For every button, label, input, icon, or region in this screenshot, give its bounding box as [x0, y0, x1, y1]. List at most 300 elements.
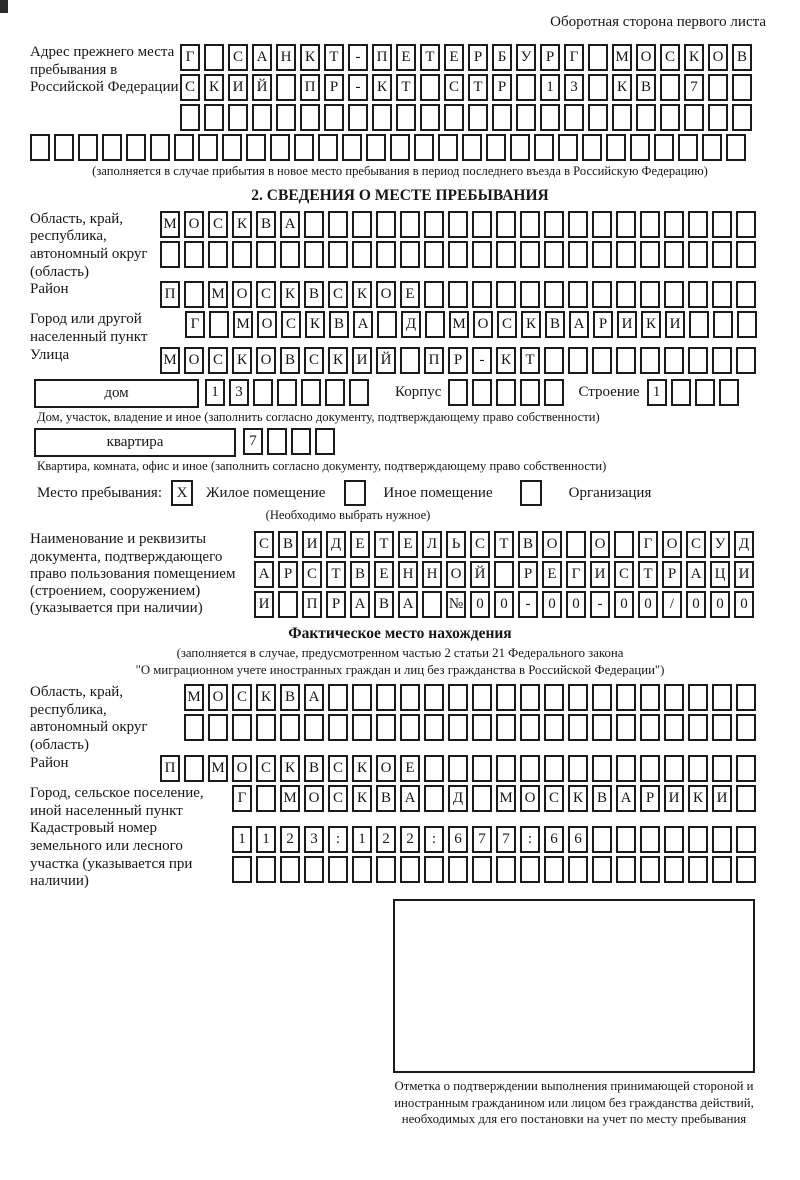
char-box[interactable]: В [545, 311, 565, 338]
char-box[interactable]: Д [326, 531, 346, 558]
char-box[interactable]: Р [593, 311, 613, 338]
char-box[interactable] [472, 241, 492, 268]
char-box[interactable] [494, 561, 514, 588]
char-box[interactable] [713, 311, 733, 338]
char-box[interactable] [377, 311, 397, 338]
char-box[interactable] [448, 281, 468, 308]
char-box[interactable] [448, 684, 468, 711]
char-box[interactable]: 7 [472, 826, 492, 853]
char-box[interactable] [592, 281, 612, 308]
char-box[interactable] [606, 134, 626, 161]
char-box[interactable]: М [612, 44, 632, 71]
char-box[interactable]: К [568, 785, 588, 812]
char-box[interactable] [204, 104, 224, 131]
char-box[interactable] [376, 684, 396, 711]
char-box[interactable]: П [424, 347, 444, 374]
char-box[interactable]: Р [278, 561, 298, 588]
char-box[interactable] [342, 134, 362, 161]
char-box[interactable] [640, 714, 660, 741]
char-box[interactable]: Д [401, 311, 421, 338]
char-box[interactable]: С [180, 74, 200, 101]
char-box[interactable]: : [424, 826, 444, 853]
char-box[interactable]: 7 [684, 74, 704, 101]
char-box[interactable] [736, 684, 756, 711]
char-box[interactable] [582, 134, 602, 161]
char-box[interactable] [400, 714, 420, 741]
char-box[interactable] [294, 134, 314, 161]
char-box[interactable]: Г [232, 785, 252, 812]
char-box[interactable]: У [710, 531, 730, 558]
char-box[interactable]: Р [326, 591, 346, 618]
char-box[interactable]: Г [185, 311, 205, 338]
char-box[interactable]: С [328, 785, 348, 812]
char-box[interactable] [664, 211, 684, 238]
char-box[interactable] [712, 856, 732, 883]
char-box[interactable] [396, 104, 416, 131]
char-box[interactable]: П [372, 44, 392, 71]
char-box[interactable] [352, 856, 372, 883]
char-box[interactable] [664, 856, 684, 883]
char-box[interactable]: И [590, 561, 610, 588]
char-box[interactable] [520, 714, 540, 741]
char-box[interactable]: Е [400, 281, 420, 308]
char-box[interactable] [516, 104, 536, 131]
char-box[interactable] [496, 379, 516, 406]
char-box[interactable] [616, 684, 636, 711]
char-box[interactable]: И [665, 311, 685, 338]
char-box[interactable] [616, 714, 636, 741]
char-box[interactable]: Т [520, 347, 540, 374]
char-box[interactable] [592, 714, 612, 741]
char-box[interactable]: М [208, 755, 228, 782]
char-box[interactable] [616, 281, 636, 308]
char-box[interactable]: 1 [647, 379, 667, 406]
char-box[interactable] [664, 241, 684, 268]
char-box[interactable] [719, 379, 739, 406]
char-box[interactable]: К [305, 311, 325, 338]
char-box[interactable]: Б [492, 44, 512, 71]
char-box[interactable] [568, 281, 588, 308]
char-box[interactable] [566, 531, 586, 558]
char-box[interactable]: Р [324, 74, 344, 101]
char-box[interactable]: С [328, 755, 348, 782]
char-box[interactable]: А [280, 211, 300, 238]
char-box[interactable] [688, 347, 708, 374]
char-box[interactable] [256, 785, 276, 812]
char-box[interactable] [496, 755, 516, 782]
char-box[interactable]: - [590, 591, 610, 618]
char-box[interactable] [376, 714, 396, 741]
char-box[interactable] [424, 714, 444, 741]
char-box[interactable]: / [662, 591, 682, 618]
char-box[interactable]: В [376, 785, 396, 812]
char-box[interactable] [267, 428, 287, 455]
char-box[interactable]: С [281, 311, 301, 338]
char-box[interactable] [256, 856, 276, 883]
char-box[interactable] [390, 134, 410, 161]
char-box[interactable]: А [400, 785, 420, 812]
char-box[interactable]: - [348, 74, 368, 101]
char-box[interactable]: 2 [376, 826, 396, 853]
char-box[interactable] [695, 379, 715, 406]
char-box[interactable]: : [328, 826, 348, 853]
char-box[interactable]: К [521, 311, 541, 338]
char-box[interactable] [376, 211, 396, 238]
char-box[interactable] [325, 379, 345, 406]
char-box[interactable] [424, 241, 444, 268]
char-box[interactable] [232, 714, 252, 741]
char-box[interactable] [534, 134, 554, 161]
char-box[interactable] [315, 428, 335, 455]
char-box[interactable] [568, 347, 588, 374]
char-box[interactable] [160, 241, 180, 268]
char-box[interactable]: 3 [564, 74, 584, 101]
char-box[interactable] [304, 714, 324, 741]
char-box[interactable] [660, 104, 680, 131]
char-box[interactable] [352, 684, 372, 711]
char-box[interactable] [448, 241, 468, 268]
char-box[interactable]: Е [398, 531, 418, 558]
char-box[interactable] [472, 785, 492, 812]
char-box[interactable] [592, 347, 612, 374]
char-box[interactable] [564, 104, 584, 131]
char-box[interactable]: О [590, 531, 610, 558]
char-box[interactable]: Е [400, 755, 420, 782]
char-box[interactable]: Г [566, 561, 586, 588]
char-box[interactable]: М [208, 281, 228, 308]
char-box[interactable] [736, 347, 756, 374]
char-box[interactable]: Й [470, 561, 490, 588]
char-box[interactable] [278, 591, 298, 618]
char-box[interactable]: М [449, 311, 469, 338]
char-box[interactable]: 2 [400, 826, 420, 853]
char-box[interactable]: Р [540, 44, 560, 71]
char-box[interactable] [712, 755, 732, 782]
char-box[interactable]: В [518, 531, 538, 558]
char-box[interactable] [349, 379, 369, 406]
char-box[interactable] [544, 714, 564, 741]
char-box[interactable]: М [233, 311, 253, 338]
char-box[interactable] [472, 684, 492, 711]
char-box[interactable] [640, 684, 660, 711]
char-box[interactable]: Е [374, 561, 394, 588]
char-box[interactable]: Т [420, 44, 440, 71]
char-box[interactable] [688, 755, 708, 782]
char-box[interactable] [520, 755, 540, 782]
char-box[interactable] [400, 241, 420, 268]
char-box[interactable] [102, 134, 122, 161]
char-box[interactable]: Р [448, 347, 468, 374]
char-box[interactable]: С [208, 347, 228, 374]
char-box[interactable] [472, 856, 492, 883]
char-box[interactable] [328, 856, 348, 883]
char-box[interactable]: 1 [256, 826, 276, 853]
char-box[interactable] [737, 311, 757, 338]
char-box[interactable]: О [232, 281, 252, 308]
char-box[interactable]: Т [468, 74, 488, 101]
char-box[interactable]: А [616, 785, 636, 812]
char-box[interactable] [256, 714, 276, 741]
char-box[interactable]: А [254, 561, 274, 588]
char-box[interactable]: Т [396, 74, 416, 101]
char-box[interactable] [726, 134, 746, 161]
char-box[interactable]: Р [662, 561, 682, 588]
char-box[interactable] [352, 714, 372, 741]
char-box[interactable] [732, 74, 752, 101]
char-box[interactable] [616, 856, 636, 883]
char-box[interactable]: Ь [446, 531, 466, 558]
char-box[interactable] [496, 856, 516, 883]
char-box[interactable] [472, 714, 492, 741]
char-box[interactable]: Г [638, 531, 658, 558]
char-box[interactable] [496, 684, 516, 711]
char-box[interactable] [472, 211, 492, 238]
char-box[interactable] [424, 785, 444, 812]
char-box[interactable] [520, 281, 540, 308]
char-box[interactable]: К [328, 347, 348, 374]
char-box[interactable]: В [304, 755, 324, 782]
char-box[interactable]: Р [640, 785, 660, 812]
char-box[interactable] [640, 856, 660, 883]
char-box[interactable]: С [614, 561, 634, 588]
char-box[interactable] [232, 856, 252, 883]
char-box[interactable] [425, 311, 445, 338]
char-box[interactable] [496, 714, 516, 741]
char-box[interactable]: О [662, 531, 682, 558]
char-box[interactable]: А [569, 311, 589, 338]
char-box[interactable] [712, 281, 732, 308]
char-box[interactable] [678, 134, 698, 161]
char-box[interactable] [736, 755, 756, 782]
char-box[interactable]: 0 [686, 591, 706, 618]
char-box[interactable]: Л [422, 531, 442, 558]
checkbox-inoe[interactable] [344, 480, 366, 506]
char-box[interactable] [588, 74, 608, 101]
char-box[interactable] [664, 347, 684, 374]
char-box[interactable] [712, 714, 732, 741]
char-box[interactable] [712, 211, 732, 238]
char-box[interactable] [592, 856, 612, 883]
char-box[interactable] [280, 856, 300, 883]
char-box[interactable] [640, 347, 660, 374]
char-box[interactable] [198, 134, 218, 161]
char-box[interactable] [328, 714, 348, 741]
char-box[interactable] [616, 347, 636, 374]
char-box[interactable] [444, 104, 464, 131]
char-box[interactable] [174, 134, 194, 161]
char-box[interactable]: В [280, 684, 300, 711]
char-box[interactable]: И [302, 531, 322, 558]
char-box[interactable]: : [520, 826, 540, 853]
char-box[interactable]: К [352, 785, 372, 812]
char-box[interactable] [708, 74, 728, 101]
char-box[interactable]: А [350, 591, 370, 618]
char-box[interactable] [616, 755, 636, 782]
char-box[interactable]: 3 [304, 826, 324, 853]
char-box[interactable]: О [256, 347, 276, 374]
char-box[interactable] [712, 826, 732, 853]
char-box[interactable] [448, 379, 468, 406]
char-box[interactable]: И [664, 785, 684, 812]
char-box[interactable] [640, 826, 660, 853]
char-box[interactable] [520, 241, 540, 268]
char-box[interactable]: В [329, 311, 349, 338]
char-box[interactable] [736, 281, 756, 308]
char-box[interactable] [664, 755, 684, 782]
char-box[interactable]: В [350, 561, 370, 588]
char-box[interactable]: С [304, 347, 324, 374]
char-box[interactable] [516, 74, 536, 101]
char-box[interactable] [184, 714, 204, 741]
char-box[interactable]: Т [638, 561, 658, 588]
char-box[interactable] [558, 134, 578, 161]
char-box[interactable]: Т [494, 531, 514, 558]
char-box[interactable] [209, 311, 229, 338]
char-box[interactable] [180, 104, 200, 131]
char-box[interactable]: 6 [448, 826, 468, 853]
char-box[interactable] [328, 684, 348, 711]
char-box[interactable]: Е [396, 44, 416, 71]
char-box[interactable]: № [446, 591, 466, 618]
char-box[interactable]: Н [398, 561, 418, 588]
char-box[interactable] [688, 714, 708, 741]
char-box[interactable]: У [516, 44, 536, 71]
char-box[interactable]: О [257, 311, 277, 338]
char-box[interactable]: И [228, 74, 248, 101]
char-box[interactable]: В [374, 591, 394, 618]
char-box[interactable] [614, 531, 634, 558]
char-box[interactable] [640, 755, 660, 782]
char-box[interactable] [280, 714, 300, 741]
char-box[interactable] [689, 311, 709, 338]
char-box[interactable] [671, 379, 691, 406]
char-box[interactable] [472, 755, 492, 782]
char-box[interactable]: О [376, 281, 396, 308]
char-box[interactable]: 1 [540, 74, 560, 101]
char-box[interactable]: К [300, 44, 320, 71]
char-box[interactable] [630, 134, 650, 161]
char-box[interactable] [684, 104, 704, 131]
char-box[interactable] [462, 134, 482, 161]
char-box[interactable]: А [686, 561, 706, 588]
char-box[interactable] [568, 755, 588, 782]
char-box[interactable]: О [184, 211, 204, 238]
char-box[interactable]: М [160, 347, 180, 374]
char-box[interactable] [520, 684, 540, 711]
char-box[interactable]: К [232, 347, 252, 374]
char-box[interactable] [424, 281, 444, 308]
char-box[interactable] [568, 211, 588, 238]
char-box[interactable] [376, 856, 396, 883]
char-box[interactable]: К [612, 74, 632, 101]
char-box[interactable] [712, 347, 732, 374]
char-box[interactable]: 1 [205, 379, 225, 406]
char-box[interactable] [712, 241, 732, 268]
char-box[interactable]: К [232, 211, 252, 238]
char-box[interactable] [496, 241, 516, 268]
char-box[interactable] [592, 826, 612, 853]
char-box[interactable] [422, 591, 442, 618]
char-box[interactable]: 3 [229, 379, 249, 406]
char-box[interactable] [568, 856, 588, 883]
char-box[interactable]: К [496, 347, 516, 374]
char-box[interactable] [420, 104, 440, 131]
char-box[interactable] [468, 104, 488, 131]
char-box[interactable]: О [304, 785, 324, 812]
char-box[interactable]: Т [374, 531, 394, 558]
char-box[interactable] [616, 826, 636, 853]
char-box[interactable] [544, 211, 564, 238]
char-box[interactable]: Г [564, 44, 584, 71]
char-box[interactable]: Е [350, 531, 370, 558]
char-box[interactable] [208, 241, 228, 268]
char-box[interactable] [400, 211, 420, 238]
char-box[interactable] [736, 785, 756, 812]
char-box[interactable] [438, 134, 458, 161]
char-box[interactable]: - [472, 347, 492, 374]
char-box[interactable] [544, 379, 564, 406]
char-box[interactable]: Е [444, 44, 464, 71]
char-box[interactable] [640, 281, 660, 308]
char-box[interactable] [688, 684, 708, 711]
char-box[interactable] [400, 347, 420, 374]
char-box[interactable] [688, 281, 708, 308]
char-box[interactable]: С [256, 281, 276, 308]
char-box[interactable] [276, 104, 296, 131]
char-box[interactable]: О [708, 44, 728, 71]
char-box[interactable] [664, 714, 684, 741]
char-box[interactable]: С [444, 74, 464, 101]
char-box[interactable] [366, 134, 386, 161]
char-box[interactable] [544, 684, 564, 711]
char-box[interactable]: С [254, 531, 274, 558]
char-box[interactable] [688, 856, 708, 883]
char-box[interactable]: Й [376, 347, 396, 374]
char-box[interactable]: К [256, 684, 276, 711]
char-box[interactable] [270, 134, 290, 161]
char-box[interactable] [544, 281, 564, 308]
house-type-box[interactable]: дом [34, 379, 199, 408]
char-box[interactable] [540, 104, 560, 131]
char-box[interactable] [448, 714, 468, 741]
char-box[interactable] [736, 241, 756, 268]
char-box[interactable] [544, 856, 564, 883]
char-box[interactable] [568, 714, 588, 741]
checkbox-zhiloe[interactable]: X [171, 480, 193, 506]
char-box[interactable] [736, 714, 756, 741]
char-box[interactable]: 2 [280, 826, 300, 853]
char-box[interactable]: А [252, 44, 272, 71]
char-box[interactable] [256, 241, 276, 268]
char-box[interactable] [424, 211, 444, 238]
char-box[interactable]: Й [252, 74, 272, 101]
char-box[interactable] [544, 347, 564, 374]
char-box[interactable]: К [280, 281, 300, 308]
char-box[interactable] [222, 134, 242, 161]
char-box[interactable] [664, 826, 684, 853]
char-box[interactable] [588, 44, 608, 71]
char-box[interactable]: С [228, 44, 248, 71]
char-box[interactable]: Ц [710, 561, 730, 588]
char-box[interactable]: М [160, 211, 180, 238]
char-box[interactable] [496, 281, 516, 308]
char-box[interactable] [496, 211, 516, 238]
char-box[interactable]: 0 [638, 591, 658, 618]
char-box[interactable]: 7 [496, 826, 516, 853]
char-box[interactable]: - [348, 44, 368, 71]
char-box[interactable]: В [636, 74, 656, 101]
char-box[interactable]: В [256, 211, 276, 238]
